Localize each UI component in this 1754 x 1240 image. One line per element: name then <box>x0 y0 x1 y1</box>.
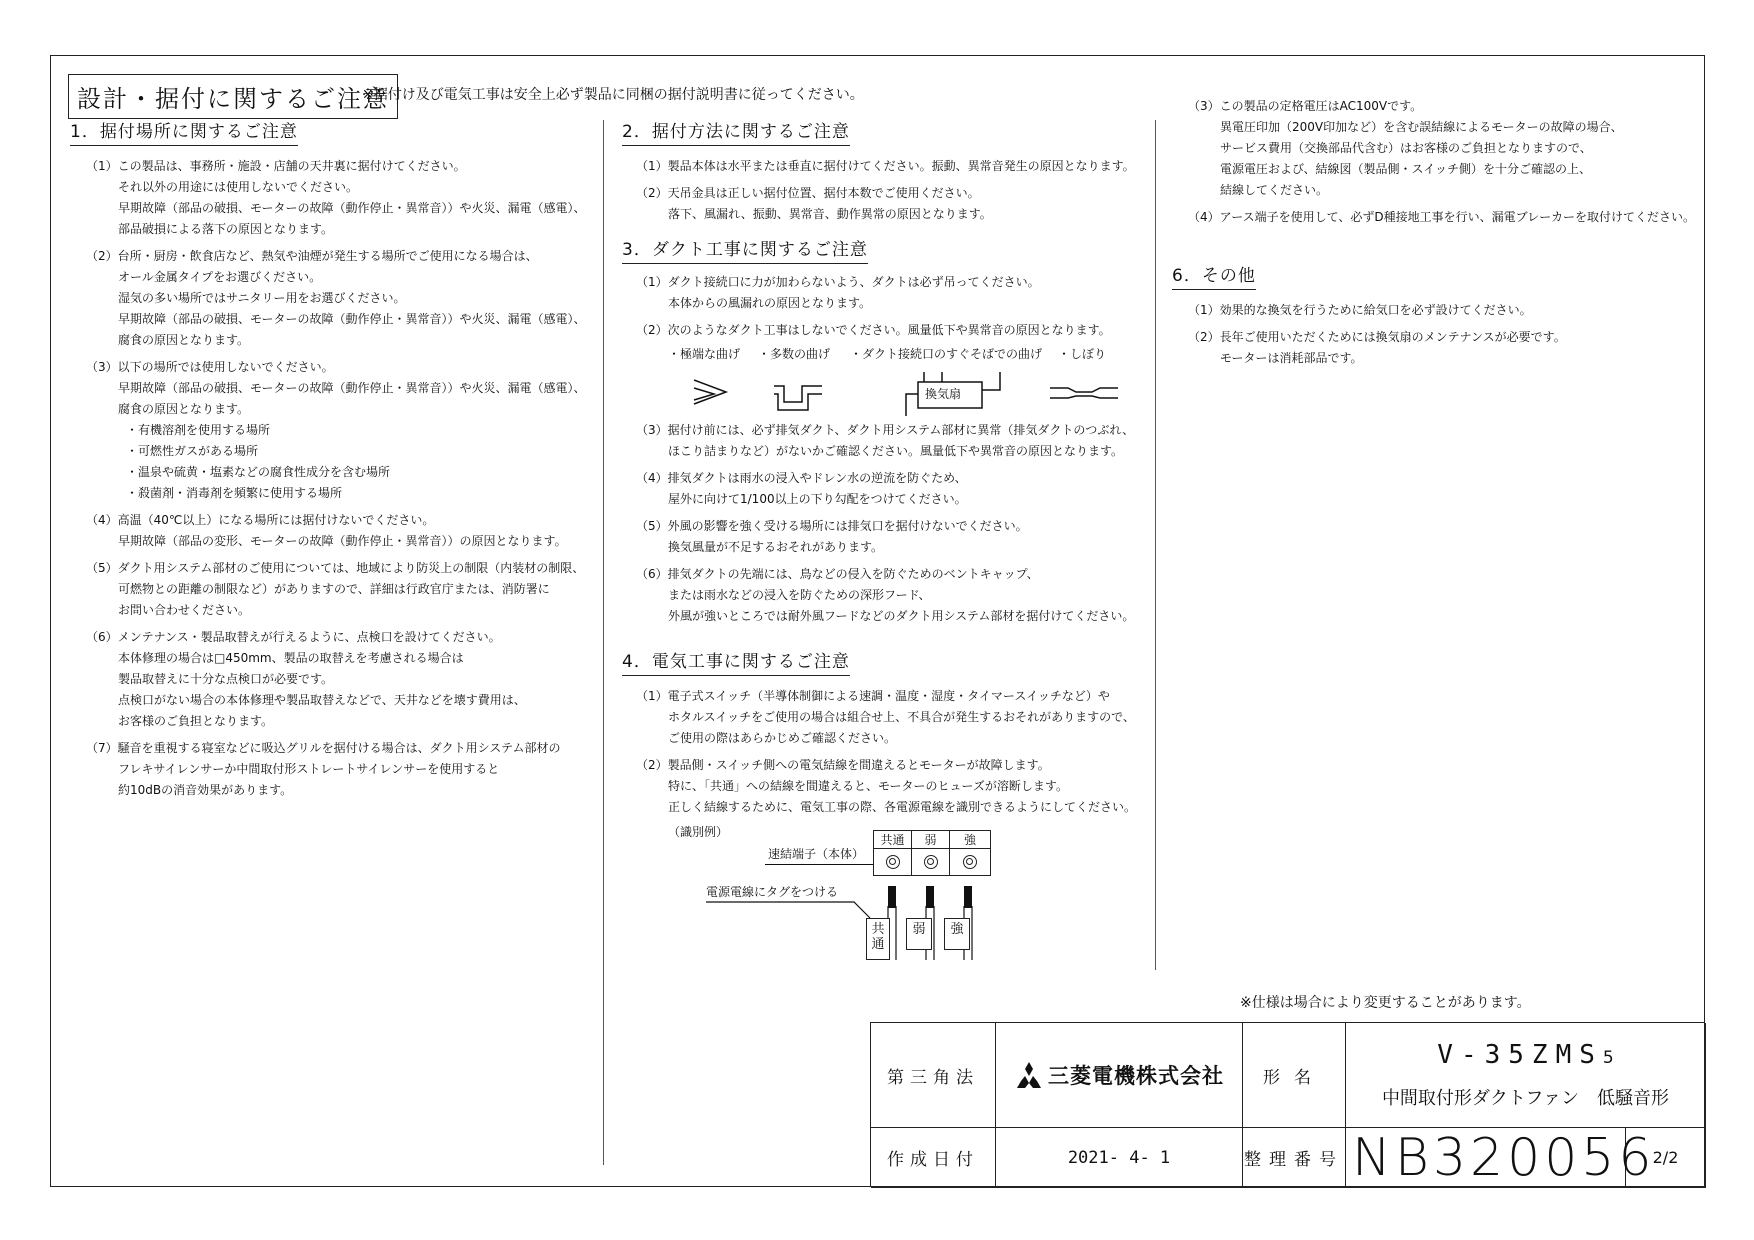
model-cell <box>1346 1023 1706 1128</box>
model-number: V-35ZMS <box>1437 1040 1603 1070</box>
list-item <box>636 564 1146 627</box>
text-line: 部品破損による落下の原因となります。 <box>118 222 334 236</box>
section-6-title: 6．その他 <box>1172 264 1256 290</box>
list-item <box>86 627 596 732</box>
section-3-body-b <box>636 420 1146 633</box>
text-line: 湿気の多い場所ではサニタリー用をお選びください。 <box>118 291 406 305</box>
duct-label: ・しぼり <box>1058 347 1107 361</box>
terminal-header-common: 共通 <box>874 831 912 849</box>
text-line: 早期故障（部品の破損、モーターの故障（動作停止・異常音））や火災、漏電（感電）、 <box>118 201 586 215</box>
text-line: （2）製品側・スイッチ側への電気結線を間違えるとモーターが故障します。 <box>636 758 1050 772</box>
text-line: 可燃物との距離の制限など）がありますので、詳細は行政官庁または、消防署に <box>118 582 550 596</box>
company-cell <box>996 1023 1243 1128</box>
list-item <box>1188 207 1708 228</box>
duct-diagrams <box>690 372 1130 416</box>
text-line: （5）ダクト用システム部材のご使用については、地域により防災上の制限（内装材の制限、 <box>86 561 585 575</box>
model-description: 中間取付形ダクトファン 低騒音形 <box>1381 1088 1670 1109</box>
text-line: （2）長年ご使用いただくためには換気扇のメンテナンスが必要です。 <box>1188 330 1566 344</box>
text-line: （1）この製品は、事務所・施設・店舗の天井裏に据付けてください。 <box>86 159 466 173</box>
page-number: 2/2 <box>1626 1128 1706 1188</box>
title-block <box>870 1022 1705 1187</box>
text-line: 電源電圧および、結線図（製品側・スイッチ側）を十分ご確認の上、 <box>1220 162 1592 176</box>
wire-common <box>888 886 896 908</box>
text-line: （3）この製品の定格電圧はAC100Vです。 <box>1188 99 1423 113</box>
spec-note: ※仕様は場合により変更することがあります。 <box>1240 995 1531 1011</box>
model-suffix: 5 <box>1602 1048 1614 1068</box>
text-line: 早期故障（部品の破損、モーターの故障（動作停止・異常音））や火災、漏電（感電）、 <box>118 312 586 326</box>
text-line: ご使用の際はあらかじめご確認ください。 <box>668 731 897 745</box>
tag-note: 電源電線にタグをつける <box>706 885 839 899</box>
text-line: ・殺菌剤・消毒剤を頻繁に使用する場所 <box>126 486 343 500</box>
narrowing-top <box>1050 388 1118 392</box>
list-item <box>636 320 1146 341</box>
list-item <box>636 516 1146 558</box>
text-line: 換気風量が不足するおそれがあります。 <box>668 540 884 554</box>
wire-strong <box>964 886 972 908</box>
section-6-body <box>1188 300 1708 375</box>
narrowing-bottom <box>1050 396 1118 398</box>
text-line: それ以外の用途には使用しないでください。 <box>118 180 359 194</box>
text-line: お客様のご負担となります。 <box>118 714 274 728</box>
page-title: 設計・据付に関するご注意 <box>68 74 398 119</box>
duct-label: ・多数の曲げ <box>758 347 831 361</box>
text-line: （4）アース端子を使用して、必ずD種接地工事を行い、漏電ブレーカーを取付けてください。 <box>1188 210 1695 224</box>
text-line: ・有機溶剤を使用する場所 <box>126 423 271 437</box>
text-line: ホタルスイッチをご使用の場合は組合せ上、不具合が発生するおそれがありますので、 <box>668 710 1135 724</box>
text-line: 本体修理の場合は□450mm、製品の取替えを考慮される場合は <box>118 651 464 665</box>
section-2-body <box>636 156 1146 231</box>
sharp-bend-outer <box>694 380 726 404</box>
text-line: （3）据付け前には、必ず排気ダクト、ダクト用システム部材に異常（排気ダクトのつぶれ、 <box>636 423 1135 437</box>
text-line: モーターは消耗部品です。 <box>1220 351 1363 365</box>
text-line: （4）排気ダクトは雨水の浸入やドレン水の逆流を防ぐため、 <box>636 471 967 485</box>
text-line: 早期故障（部品の変形、モーターの故障（動作停止・異常音））の原因となります。 <box>118 534 567 548</box>
section-5-body <box>1188 96 1708 234</box>
near-bend-duct <box>906 394 918 416</box>
terminal-header-weak: 弱 <box>912 831 950 849</box>
text-line: （2）次のようなダクト工事はしないでください。風量低下や異常音の原因となります。 <box>636 323 1111 337</box>
text-line: 約10dBの消音効果があります。 <box>118 783 293 797</box>
text-line: 本体からの風漏れの原因となります。 <box>668 296 872 310</box>
terminal-block <box>873 830 991 876</box>
text-line: 腐食の原因となります。 <box>118 333 250 347</box>
text-line: オール金属タイプをお選びください。 <box>118 270 322 284</box>
text-line: または雨水などの浸入を防ぐための深形フード、 <box>668 588 931 602</box>
text-line: （1）製品本体は水平または垂直に据付けてください。振動、異常音発生の原因となります。 <box>636 159 1135 173</box>
date-value: 2021- 4- 1 <box>996 1128 1243 1188</box>
list-item <box>636 156 1146 177</box>
text-line: 結線してください。 <box>1220 183 1329 197</box>
section-1-body <box>86 156 596 807</box>
company-name: 三菱電機株式会社 <box>1048 1064 1224 1088</box>
list-item <box>636 755 1156 818</box>
text-line: （5）外風の影響を強く受ける場所には排気口を据付けないでください。 <box>636 519 1028 533</box>
text-line: 異電圧印加（200V印加など）を含む誤結線によるモーターの故障の場合、 <box>1220 120 1623 134</box>
text-line: ・可燃性ガスがある場所 <box>126 444 259 458</box>
mitsubishi-logo-icon <box>1014 1061 1044 1089</box>
text-line: サービス費用（交換部品代含む）はお客様のご負担となりますので、 <box>1220 141 1592 155</box>
docno-cell <box>1346 1127 1656 1188</box>
list-item <box>86 738 596 801</box>
date-label: 作成日付 <box>871 1128 996 1188</box>
duct-label: ・極端な曲げ <box>668 347 741 361</box>
text-line: （3）以下の場所では使用しないでください。 <box>86 360 334 374</box>
section-4-title: 4．電気工事に関するご注意 <box>622 650 850 676</box>
column-divider <box>1155 120 1156 970</box>
terminal-header-strong: 強 <box>950 831 990 849</box>
text-line: 点検口がない場合の本体修理や製品取替えなどで、天井などを壊す費用は、 <box>118 693 526 707</box>
text-line: 腐食の原因となります。 <box>118 402 250 416</box>
section-2-title: 2．据付方法に関するご注意 <box>622 120 850 146</box>
example-label: （識別例） <box>668 825 729 839</box>
terminal-label: 速結端子（本体） <box>768 847 865 861</box>
text-line: フレキサイレンサーか中間取付形ストレートサイレンサーを使用すると <box>118 762 500 776</box>
text-line: （4）高温（40℃以上）になる場所には据付けないでください。 <box>86 513 435 527</box>
section-1-title: 1．据付場所に関するご注意 <box>70 120 298 146</box>
wire-weak <box>926 886 934 908</box>
text-line: （6）メンテナンス・製品取替えが行えるように、点検口を設けてください。 <box>86 630 501 644</box>
text-line: （6）排気ダクトの先端には、鳥などの侵入を防ぐためのベントキャップ、 <box>636 567 1039 581</box>
list-item <box>636 420 1146 462</box>
projection: 第三角法 <box>871 1023 996 1128</box>
text-line: 屋外に向けて1/100以上の下り勾配をつけてください。 <box>668 492 967 506</box>
list-item <box>1188 327 1708 369</box>
text-line: 正しく結線するために、電気工事の際、各電源電線を識別できるようにしてください。 <box>668 800 1137 814</box>
text-line: 外風が強いところでは耐外風フードなどのダクト用システム部材を据付けてください。 <box>668 609 1135 623</box>
header-note: ※据付け及び電気工事は安全上必ず製品に同梱の据付説明書に従ってください。 <box>362 87 864 103</box>
model-label: 形名 <box>1243 1023 1346 1128</box>
section-4-body <box>636 686 1156 824</box>
list-item <box>86 357 596 504</box>
list-item <box>1188 300 1708 321</box>
screw-icon <box>924 855 938 869</box>
tag-common: 共通 <box>866 918 890 960</box>
list-item <box>86 156 596 240</box>
text-line: （7）騒音を重視する寝室などに吸込グリルを据付ける場合は、ダクト用システム部材の <box>86 741 561 755</box>
screw-icon <box>963 855 977 869</box>
text-line: （2）天吊金具は正しい据付位置、据付本数でご使用ください。 <box>636 186 980 200</box>
list-item <box>636 272 1146 314</box>
text-line: （1）効果的な換気を行うために給気口を必ず設けてください。 <box>1188 303 1532 317</box>
list-item <box>636 468 1146 510</box>
text-line: お問い合わせください。 <box>118 603 251 617</box>
list-item <box>86 510 596 552</box>
text-line: ・温泉や硫黄・塩素などの腐食性成分を含む場所 <box>126 465 391 479</box>
text-line: 特に、「共通」への結線を間違えると、モーターのヒューズが溶断します。 <box>668 779 1068 793</box>
tag-strong: 強 <box>944 918 970 950</box>
fan-label: 換気扇 <box>925 387 962 401</box>
list-item <box>636 183 1146 225</box>
text-line: 製品取替えに十分な点検口が必要です。 <box>118 672 334 686</box>
section-3-body-a <box>636 272 1146 347</box>
docno: NB320056 <box>1352 1127 1656 1188</box>
list-item <box>636 686 1156 749</box>
docno-label: 整理番号 <box>1243 1128 1346 1188</box>
text-line: 落下、風漏れ、振動、異常音、動作異常の原因となります。 <box>668 207 992 221</box>
tag-weak: 弱 <box>906 918 932 950</box>
column-divider <box>603 120 604 1165</box>
text-line: （1）電子式スイッチ（半導体制御による速調・温度・湿度・タイマースイッチなど）や <box>636 689 1110 703</box>
text-line: （1）ダクト接続口に力が加わらないよう、ダクトは必ず吊ってください。 <box>636 275 1040 289</box>
section-3-title: 3．ダクト工事に関するご注意 <box>622 238 868 264</box>
text-line: （2）台所・厨房・飲食店など、熱気や油煙が発生する場所でご使用になる場合は、 <box>86 249 538 263</box>
screw-icon <box>886 855 900 869</box>
list-item <box>86 246 596 351</box>
text-line: ほこり詰まりなど）がないかご確認ください。風量低下や異常音の原因となります。 <box>668 444 1124 458</box>
text-line: 早期故障（部品の破損、モーターの故障（動作停止・異常音））や火災、漏電（感電）、 <box>118 381 586 395</box>
duct-label: ・ダクト接続口のすぐそばでの曲げ <box>850 347 1043 361</box>
list-item <box>1188 96 1708 201</box>
list-item <box>86 558 596 621</box>
